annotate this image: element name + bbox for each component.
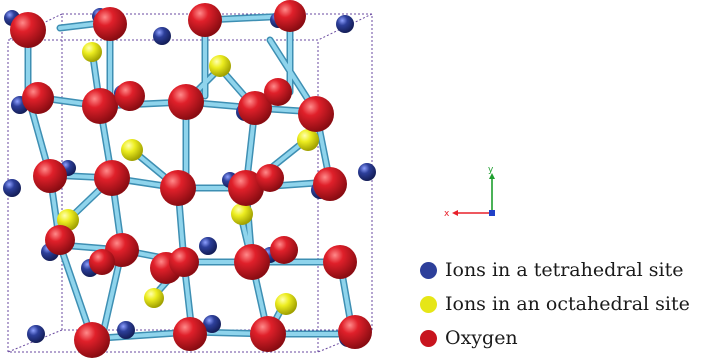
legend-label: Ions in an octahedral site	[445, 293, 690, 315]
axis-y-label: y	[488, 165, 494, 175]
legend-item	[420, 321, 716, 355]
legend-marker-icon	[420, 262, 437, 279]
legend-item	[420, 253, 716, 287]
legend-item	[420, 287, 716, 321]
legend	[420, 253, 716, 355]
axis-x-label: x	[444, 209, 450, 219]
legend-label: Ions in a tetrahedral site	[445, 259, 684, 281]
legend-marker-icon	[420, 330, 437, 347]
legend-label: Oxygen	[445, 327, 518, 349]
legend-marker-icon	[420, 296, 437, 313]
axis-indicator	[440, 163, 510, 225]
